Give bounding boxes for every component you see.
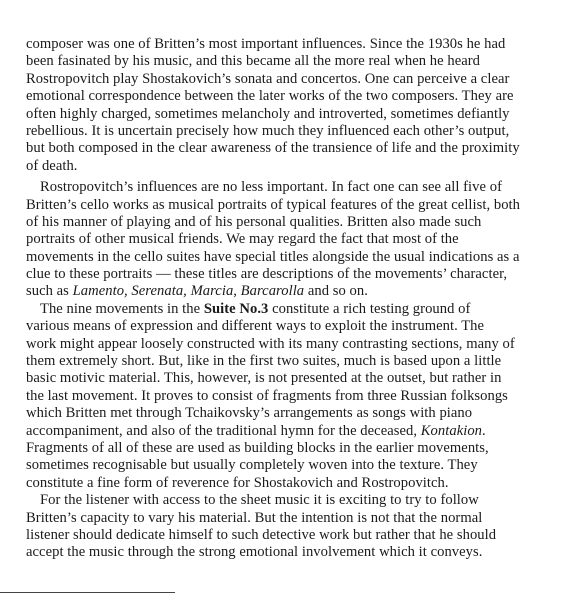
paragraph-4 (26, 492, 574, 562)
text-line: portraits of other musical friends. We may regard the fact that most of the (26, 231, 459, 248)
text-line: listener should dedicate himself to such detective work but rather that he should (26, 526, 497, 543)
footnote-rule (0, 592, 175, 593)
text-line: been fasinated by his music, and this became all the more real when he heard (26, 53, 481, 70)
text-line (26, 283, 574, 300)
paragraph-3 (26, 301, 574, 492)
text-line: sometimes recognisable but usually completely woven into the texture. They (26, 457, 478, 474)
text-line: Britten’s capacity to vary his material. But the intention is not that the normal (26, 509, 483, 526)
text-line: rebellious. It is uncertain precisely how much they influenced each other’s output, (26, 122, 510, 139)
text-line: Rostropovitch play Shostakovich’s sonata and concertos. One can perceive a clear (26, 70, 510, 87)
text-line: basic motivic material. This, however, is not presented at the outset, but rather in (26, 370, 502, 387)
text-line: movements in the cello suites have special titles alongside the usual indications as a (26, 248, 520, 265)
text-line: emotional correspondence between the later works of the two composers. They are (26, 88, 514, 105)
text-span: . (482, 422, 486, 439)
text-line: them extremely short. But, like in the first two suites, much is based upon a little (26, 353, 502, 370)
text-line: of death. (26, 157, 78, 174)
text-span: constitute a rich testing ground of (268, 300, 471, 317)
text-line: which Britten met through Tchaikovsky’s arrangements as songs with piano (26, 405, 473, 422)
document-page (26, 36, 574, 562)
paragraph-2 (26, 179, 574, 301)
text-line: Rostropovitch’s influences are no less important. In fact one can see all five of (40, 179, 502, 196)
text-line: work might appear loosely constructed with its many contrasting sections, many of (26, 335, 515, 352)
kontakion-italic: Kontakion (420, 422, 483, 439)
text-line: accept the music through the strong emotional involvement which it conveys. (26, 544, 483, 561)
text-line: Britten’s cello works as musical portraits of typical features of the great cellist, both (26, 196, 521, 213)
movement-titles-italic: Lamento, Serenata, Marcia, Barcarolla (72, 283, 305, 300)
text-line: For the listener with access to the sheet music it is exciting to try to follow (40, 492, 479, 509)
text-line: composer was one of Britten’s most important influences. Since the 1930s he had (26, 36, 506, 52)
text-line: often highly charged, sometimes melancholy and introverted, sometimes defiantly (26, 105, 510, 122)
text-line: Fragments of all of these are used as building blocks in the earlier movements, (26, 439, 489, 456)
text-span: The nine movements in the (40, 300, 204, 317)
text-span: accompaniment, and also of the traditional hymn for the deceased, (26, 422, 421, 439)
text-line (26, 301, 574, 318)
text-line: but both composed in the clear awareness of the transience of life and the proximity (26, 140, 520, 157)
text-line: of his manner of playing and of his personal qualities. Britten also made such (26, 213, 482, 230)
text-line: clue to these portraits — these titles are descriptions of the movements’ character, (26, 266, 508, 283)
paragraph-1 (26, 36, 574, 175)
text-line: various means of expression and different ways to exploit the instrument. The (26, 318, 485, 335)
text-line (26, 423, 574, 440)
text-line: constitute a fine form of reverence for Shostakovich and Rostropovitch. (26, 474, 449, 491)
suite-title-bold: Suite No.3 (203, 300, 269, 317)
text-span: and so on. (304, 283, 368, 300)
text-span: such as (26, 283, 73, 300)
text-line: the last movement. It proves to consist of fragments from three Russian folksongs (26, 387, 508, 404)
